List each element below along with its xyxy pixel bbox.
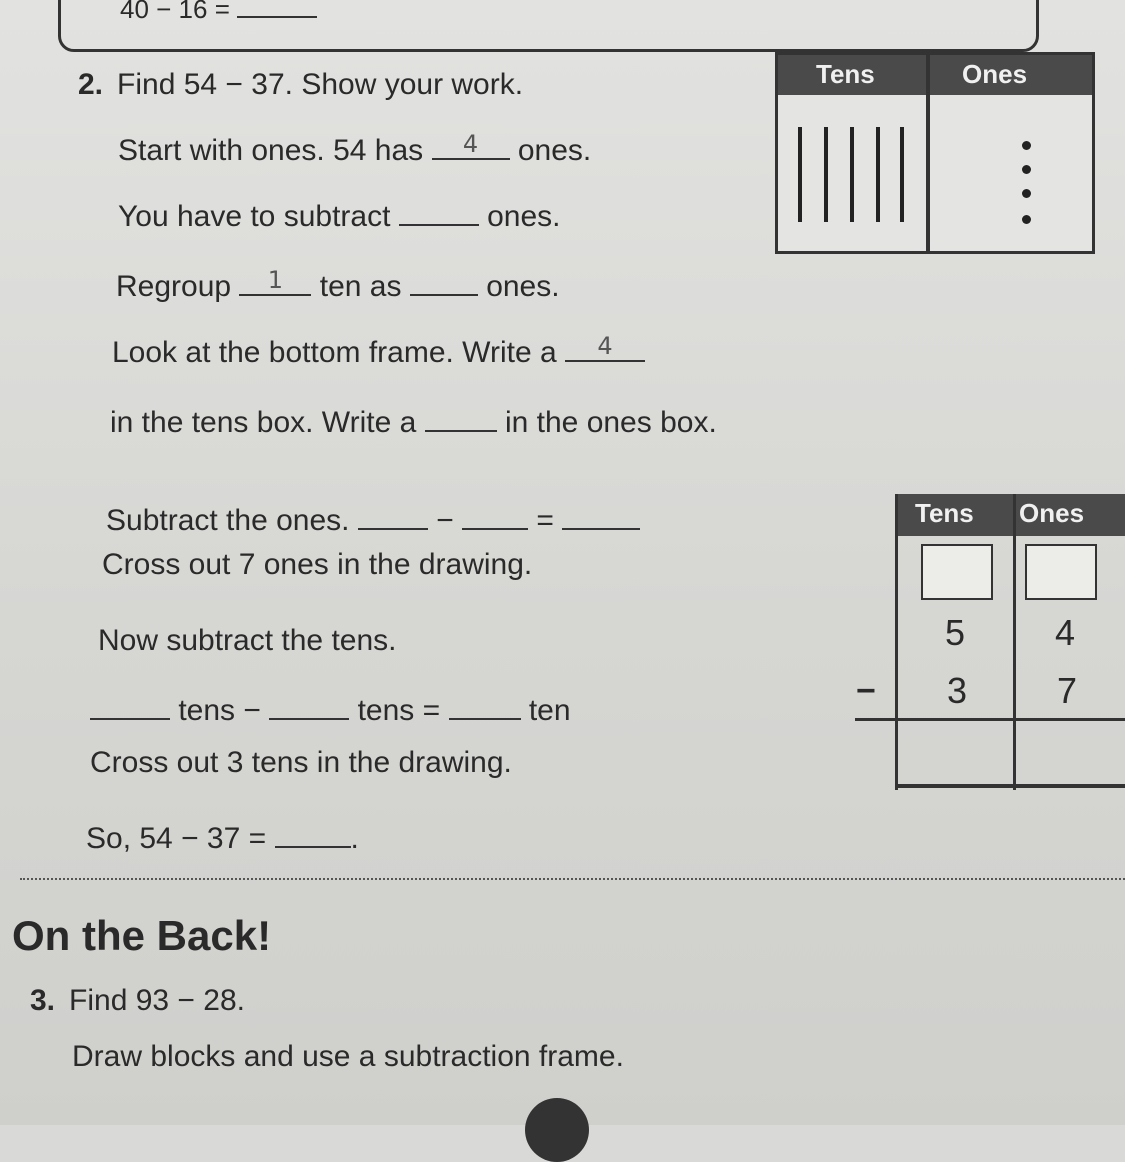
answer-line bbox=[855, 718, 1125, 721]
tens-rod bbox=[876, 127, 880, 222]
line-subtract-ones-equation: Subtract the ones. − = bbox=[106, 504, 640, 538]
ones-dot bbox=[1022, 141, 1031, 150]
ones-header: Ones bbox=[962, 59, 1028, 89]
answer-blank bbox=[237, 0, 317, 18]
line-cross-out-ones: Cross out 7 ones in the drawing. bbox=[102, 548, 533, 581]
line-cross-out-tens: Cross out 3 tens in the drawing. bbox=[90, 746, 512, 779]
answer-blank bbox=[269, 696, 349, 720]
subtraction-frame bbox=[895, 494, 1125, 790]
line-tens-equation: tens − tens = ten bbox=[90, 694, 571, 728]
line-tens-box: in the tens box. Write a in the ones box. bbox=[110, 406, 717, 439]
previous-problem-text: 40 − 16 = bbox=[120, 0, 230, 24]
ones-dot bbox=[1022, 189, 1031, 198]
problem-2-prompt bbox=[78, 68, 523, 102]
top-tens-digit: 5 bbox=[945, 612, 966, 653]
line-subtract-tens: Now subtract the tens. bbox=[98, 624, 397, 657]
dark-circle-mark bbox=[525, 1098, 589, 1162]
column-divider bbox=[926, 55, 930, 251]
handwritten-answer: 1 bbox=[267, 266, 284, 294]
column-divider bbox=[1013, 494, 1016, 790]
tens-header: Tens bbox=[816, 59, 875, 89]
answer-blank bbox=[239, 266, 311, 296]
handwritten-answer: 4 bbox=[597, 332, 613, 360]
tens-regroup-box bbox=[921, 544, 993, 600]
answer-blank bbox=[275, 824, 351, 848]
ones-regroup-box bbox=[1025, 544, 1097, 600]
on-the-back-title: On the Back! bbox=[12, 912, 272, 959]
top-place-value-chart bbox=[775, 52, 1095, 254]
line-regroup: Regroup 1 ten as ones. bbox=[116, 266, 560, 303]
problem-text: Find 93 − 28. bbox=[69, 984, 245, 1017]
ones-dot bbox=[1022, 165, 1031, 174]
answer-blank bbox=[449, 696, 521, 720]
frame-bottom bbox=[895, 784, 1125, 788]
frame-border bbox=[895, 494, 898, 790]
problem-text: Find 54 − 37. Show your work. bbox=[117, 68, 524, 101]
line-final-answer: So, 54 − 37 = . bbox=[86, 822, 359, 855]
minus-sign: − bbox=[856, 672, 876, 710]
answer-blank bbox=[90, 696, 170, 720]
line-subtract-ones: You have to subtract ones. bbox=[118, 200, 561, 233]
chart-header bbox=[778, 55, 1092, 95]
top-ones-digit: 4 bbox=[1055, 612, 1076, 653]
problem-3-prompt bbox=[30, 984, 245, 1018]
answer-blank bbox=[562, 506, 640, 530]
handwritten-answer: 4 bbox=[462, 130, 479, 158]
ones-header: Ones bbox=[1019, 498, 1085, 528]
frame-header bbox=[895, 494, 1125, 536]
answer-blank bbox=[425, 408, 497, 432]
problem-3-instruction: Draw blocks and use a subtraction frame. bbox=[72, 1040, 624, 1073]
answer-blank bbox=[565, 332, 645, 362]
line-ones-count: Start with ones. 54 has 4 ones. bbox=[118, 130, 592, 167]
answer-blank bbox=[358, 506, 428, 530]
problem-number: 3. bbox=[30, 984, 56, 1017]
tens-rod bbox=[850, 127, 854, 222]
section-divider bbox=[20, 878, 1125, 880]
tens-rod bbox=[900, 127, 904, 222]
line-bottom-frame: Look at the bottom frame. Write a 4 bbox=[112, 336, 645, 370]
tens-rod bbox=[824, 127, 828, 222]
tens-rod bbox=[798, 127, 802, 222]
ones-dot bbox=[1022, 215, 1031, 224]
previous-problem bbox=[120, 0, 317, 25]
answer-blank bbox=[399, 202, 479, 226]
answer-blank bbox=[410, 272, 478, 296]
sub-tens-digit: 3 bbox=[947, 670, 968, 711]
answer-blank bbox=[432, 130, 510, 160]
sub-ones-digit: 7 bbox=[1057, 670, 1078, 711]
answer-blank bbox=[462, 506, 528, 530]
tens-header: Tens bbox=[915, 498, 974, 528]
problem-number: 2. bbox=[78, 68, 104, 101]
